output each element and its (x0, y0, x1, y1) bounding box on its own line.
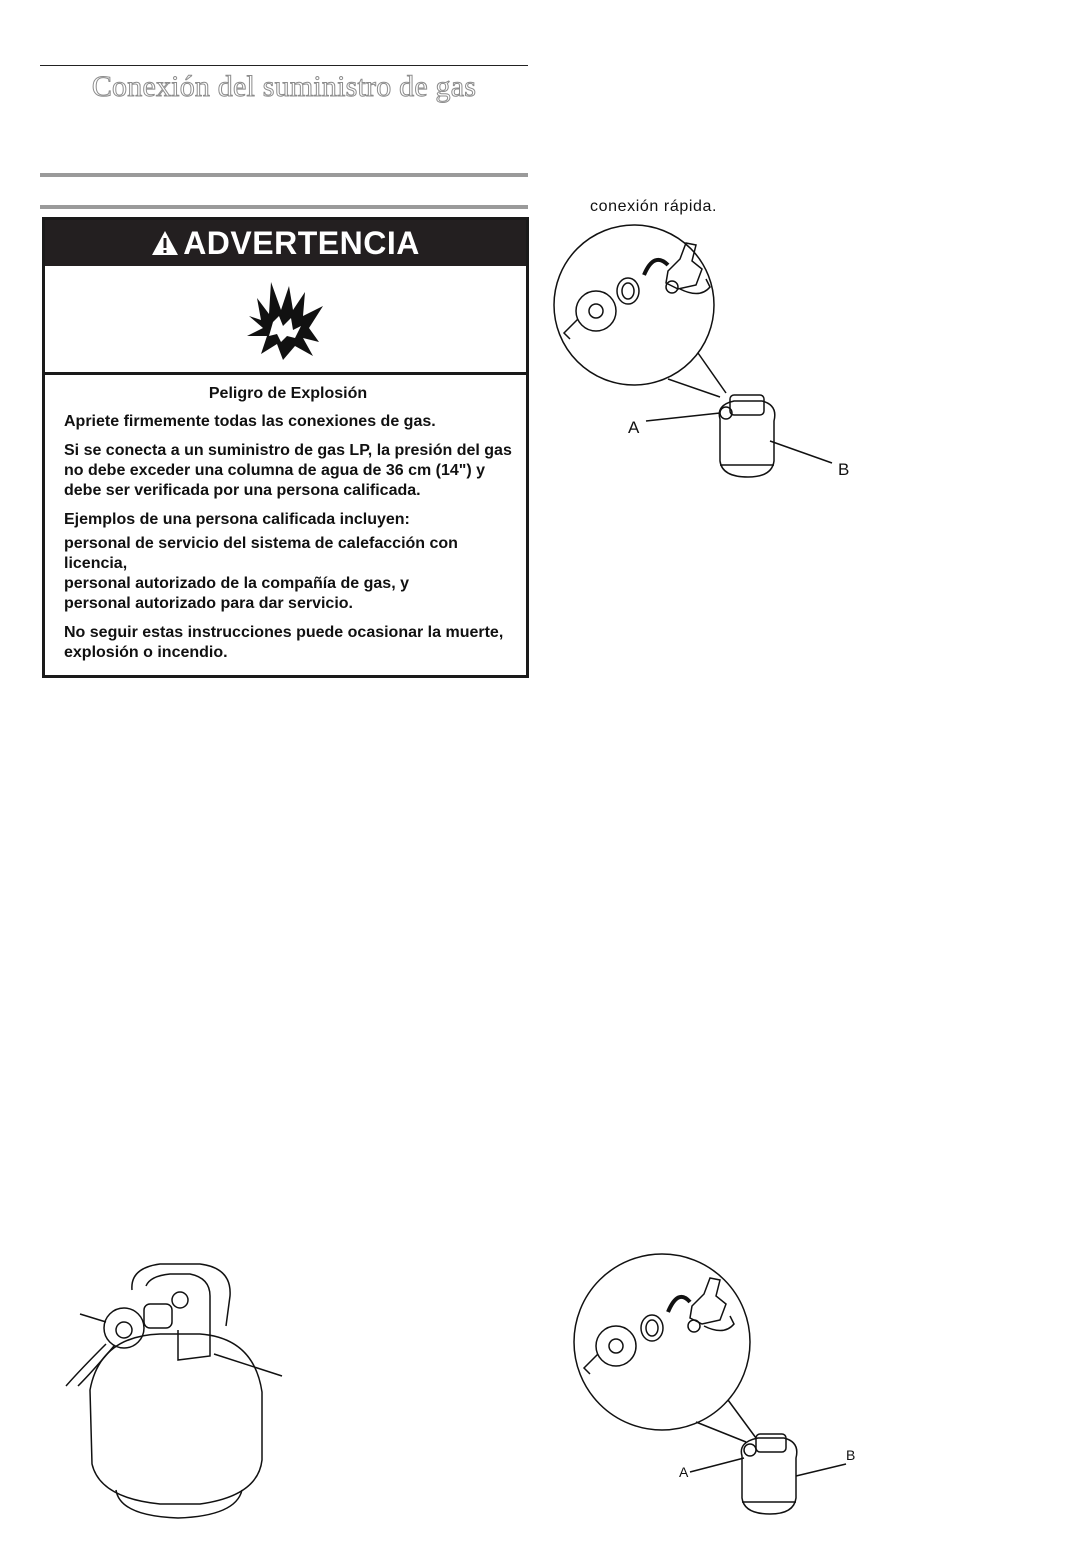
figure3-label-a: A (679, 1464, 689, 1480)
warning-divider (40, 205, 528, 209)
explosion-icon-row (45, 266, 526, 375)
hazard-title: Peligro de Explosión (208, 385, 368, 402)
warning-line-3: Ejemplos de una persona calificada incluyen: (64, 511, 410, 528)
detail-magnifier-circle-2 (574, 1254, 750, 1430)
figure1-label-a: A (628, 418, 640, 437)
warning-line-4c: personal autorizado para dar servicio. (64, 595, 353, 612)
detail-magnifier-circle (554, 225, 714, 385)
warning-body (64, 384, 512, 663)
warning-box (42, 217, 529, 678)
warning-line-5: No seguir estas instrucciones puede ocasionar la muerte, explosión o incendio. (64, 624, 504, 661)
tank-connection-figure-2 (570, 1250, 870, 1530)
figure-caption: conexión rápida. (590, 198, 718, 215)
tank-connection-figure (550, 215, 860, 485)
warning-header (45, 220, 526, 266)
warning-header-text: ADVERTENCIA (183, 224, 420, 261)
warning-line-4a: personal de servicio del sistema de calefacción con licencia, (64, 535, 458, 572)
figure1-label-b: B (838, 460, 850, 479)
warning-line-4b: personal autorizado de la compañía de gas, y (64, 575, 409, 592)
figure3-label-b: B (846, 1447, 856, 1463)
section-divider (40, 173, 528, 177)
explosion-icon (243, 276, 329, 362)
section-title: Conexión del suministro de gas (91, 70, 477, 103)
title-top-rule (40, 65, 528, 66)
warning-line-1: Apriete firmemente todas las conexiones de gas. (64, 413, 436, 430)
tank-regulator-figure (60, 1260, 300, 1520)
warning-triangle-icon (151, 230, 179, 256)
warning-line-2: Si se conecta a un suministro de gas LP, la presión del gas no debe exceder una columna de agua de 36 cm (14") y debe ser verificada por una persona calificada. (64, 442, 512, 499)
